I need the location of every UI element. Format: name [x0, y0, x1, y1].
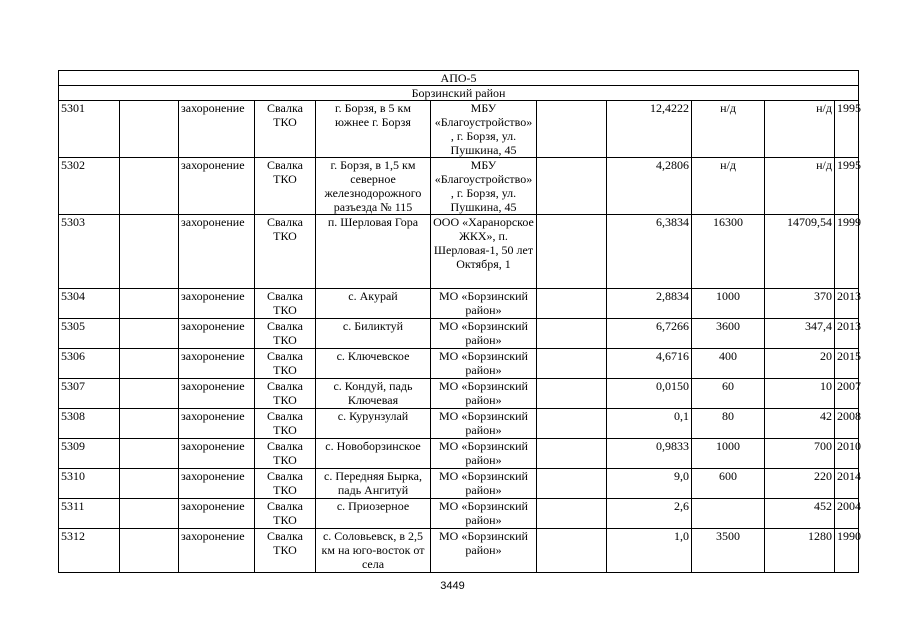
blank-cell: [537, 409, 607, 439]
activity-type: захоронение: [179, 439, 255, 469]
district-title: Борзинский район: [59, 86, 859, 101]
location: г. Борзя, в 1,5 км северное железнодорожного разъезда № 115: [316, 158, 431, 215]
blank-cell: [537, 319, 607, 349]
area-value: 1,0: [607, 529, 692, 573]
object-type: Свалка ТКО: [255, 379, 316, 409]
district-header-row: [59, 86, 859, 101]
table-row: [59, 289, 859, 319]
record-number: 5311: [59, 499, 120, 529]
record-number: 5312: [59, 529, 120, 573]
accumulated-value: 452: [765, 499, 835, 529]
table-row: [59, 349, 859, 379]
table-row: [59, 439, 859, 469]
record-number: 5310: [59, 469, 120, 499]
blank-cell: [537, 101, 607, 158]
record-number: 5302: [59, 158, 120, 215]
object-type: Свалка ТКО: [255, 469, 316, 499]
object-type: Свалка ТКО: [255, 439, 316, 469]
table-row: [59, 319, 859, 349]
object-type: Свалка ТКО: [255, 215, 316, 289]
area-value: 0,0150: [607, 379, 692, 409]
area-value: 2,6: [607, 499, 692, 529]
accumulated-value: 20: [765, 349, 835, 379]
capacity-value: н/д: [692, 101, 765, 158]
activity-type: захоронение: [179, 215, 255, 289]
object-type: Свалка ТКО: [255, 499, 316, 529]
area-value: 6,3834: [607, 215, 692, 289]
area-value: 2,8834: [607, 289, 692, 319]
table-row: [59, 158, 859, 215]
capacity-value: н/д: [692, 158, 765, 215]
operator-organization: МО «Борзинский район»: [431, 499, 537, 529]
object-type: Свалка ТКО: [255, 289, 316, 319]
commission-year: 2010: [835, 439, 859, 469]
area-value: 12,4222: [607, 101, 692, 158]
record-number: 5306: [59, 349, 120, 379]
area-value: 0,9833: [607, 439, 692, 469]
table-row: [59, 469, 859, 499]
activity-type: захоронение: [179, 158, 255, 215]
capacity-value: 600: [692, 469, 765, 499]
record-number: 5307: [59, 379, 120, 409]
commission-year: 2014: [835, 469, 859, 499]
location: с. Приозерное: [316, 499, 431, 529]
accumulated-value: 1280: [765, 529, 835, 573]
capacity-value: 60: [692, 379, 765, 409]
blank-cell: [120, 158, 179, 215]
blank-cell: [120, 215, 179, 289]
capacity-value: 1000: [692, 289, 765, 319]
activity-type: захоронение: [179, 379, 255, 409]
blank-cell: [120, 409, 179, 439]
blank-cell: [537, 349, 607, 379]
blank-cell: [537, 215, 607, 289]
section-title: АПО-5: [59, 71, 859, 86]
area-value: 6,7266: [607, 319, 692, 349]
table-row: [59, 499, 859, 529]
object-type: Свалка ТКО: [255, 529, 316, 573]
capacity-value: 3600: [692, 319, 765, 349]
object-type: Свалка ТКО: [255, 349, 316, 379]
location: с. Новоборзинское: [316, 439, 431, 469]
capacity-value: 1000: [692, 439, 765, 469]
blank-cell: [120, 379, 179, 409]
object-type: Свалка ТКО: [255, 319, 316, 349]
table-row: [59, 379, 859, 409]
record-number: 5304: [59, 289, 120, 319]
commission-year: 1995: [835, 158, 859, 215]
operator-organization: МО «Борзинский район»: [431, 319, 537, 349]
activity-type: захоронение: [179, 499, 255, 529]
commission-year: 2013: [835, 289, 859, 319]
commission-year: 1999: [835, 215, 859, 289]
operator-organization: МБУ «Благоустройство» , г. Борзя, ул. Пушкина, 45: [431, 101, 537, 158]
area-value: 4,2806: [607, 158, 692, 215]
location: с. Кондуй, падь Ключевая: [316, 379, 431, 409]
accumulated-value: 42: [765, 409, 835, 439]
capacity-value: 3500: [692, 529, 765, 573]
capacity-value: 16300: [692, 215, 765, 289]
blank-cell: [537, 499, 607, 529]
location: с. Акурай: [316, 289, 431, 319]
operator-organization: МО «Борзинский район»: [431, 409, 537, 439]
operator-organization: МБУ «Благоустройство» , г. Борзя, ул. Пушкина, 45: [431, 158, 537, 215]
operator-organization: МО «Борзинский район»: [431, 469, 537, 499]
location: с. Передняя Бырка, падь Ангитуй: [316, 469, 431, 499]
blank-cell: [120, 101, 179, 158]
operator-organization: МО «Борзинский район»: [431, 349, 537, 379]
operator-organization: ООО «Харанорское ЖКХ», п. Шерловая-1, 50 лет Октября, 1: [431, 215, 537, 289]
capacity-value: [692, 499, 765, 529]
blank-cell: [120, 499, 179, 529]
blank-cell: [537, 289, 607, 319]
record-number: 5301: [59, 101, 120, 158]
location: с. Ключевское: [316, 349, 431, 379]
commission-year: 2015: [835, 349, 859, 379]
object-type: Свалка ТКО: [255, 158, 316, 215]
activity-type: захоронение: [179, 289, 255, 319]
page-number: 3449: [440, 580, 465, 592]
accumulated-value: 347,4: [765, 319, 835, 349]
capacity-value: 400: [692, 349, 765, 379]
object-type: Свалка ТКО: [255, 101, 316, 158]
commission-year: 2008: [835, 409, 859, 439]
location: с. Биликтуй: [316, 319, 431, 349]
activity-type: захоронение: [179, 349, 255, 379]
commission-year: 2007: [835, 379, 859, 409]
blank-cell: [120, 469, 179, 499]
activity-type: захоронение: [179, 469, 255, 499]
accumulated-value: 220: [765, 469, 835, 499]
blank-cell: [537, 379, 607, 409]
table-row: [59, 101, 859, 158]
accumulated-value: 10: [765, 379, 835, 409]
blank-cell: [120, 349, 179, 379]
blank-cell: [120, 529, 179, 573]
record-number: 5309: [59, 439, 120, 469]
activity-type: захоронение: [179, 409, 255, 439]
object-type: Свалка ТКО: [255, 409, 316, 439]
capacity-value: 80: [692, 409, 765, 439]
operator-organization: МО «Борзинский район»: [431, 529, 537, 573]
table-row: [59, 409, 859, 439]
section-header-row: [59, 71, 859, 86]
blank-cell: [120, 289, 179, 319]
location: с. Соловьевск, в 2,5 км на юго-восток от села: [316, 529, 431, 573]
blank-cell: [120, 439, 179, 469]
operator-organization: МО «Борзинский район»: [431, 439, 537, 469]
blank-cell: [537, 469, 607, 499]
location: п. Шерловая Гора: [316, 215, 431, 289]
operator-organization: МО «Борзинский район»: [431, 379, 537, 409]
activity-type: захоронение: [179, 101, 255, 158]
table-row: [59, 529, 859, 573]
blank-cell: [537, 158, 607, 215]
activity-type: захоронение: [179, 529, 255, 573]
record-number: 5303: [59, 215, 120, 289]
landfill-register-table: [58, 70, 859, 573]
blank-cell: [537, 529, 607, 573]
area-value: 4,6716: [607, 349, 692, 379]
commission-year: 2004: [835, 499, 859, 529]
accumulated-value: 700: [765, 439, 835, 469]
accumulated-value: 370: [765, 289, 835, 319]
area-value: 0,1: [607, 409, 692, 439]
activity-type: захоронение: [179, 319, 255, 349]
record-number: 5308: [59, 409, 120, 439]
accumulated-value: н/д: [765, 101, 835, 158]
table-row: [59, 215, 859, 289]
commission-year: 1990: [835, 529, 859, 573]
blank-cell: [120, 319, 179, 349]
location: г. Борзя, в 5 км южнее г. Борзя: [316, 101, 431, 158]
area-value: 9,0: [607, 469, 692, 499]
commission-year: 1995: [835, 101, 859, 158]
location: с. Курунзулай: [316, 409, 431, 439]
accumulated-value: н/д: [765, 158, 835, 215]
blank-cell: [537, 439, 607, 469]
operator-organization: МО «Борзинский район»: [431, 289, 537, 319]
accumulated-value: 14709,54: [765, 215, 835, 289]
record-number: 5305: [59, 319, 120, 349]
commission-year: 2013: [835, 319, 859, 349]
